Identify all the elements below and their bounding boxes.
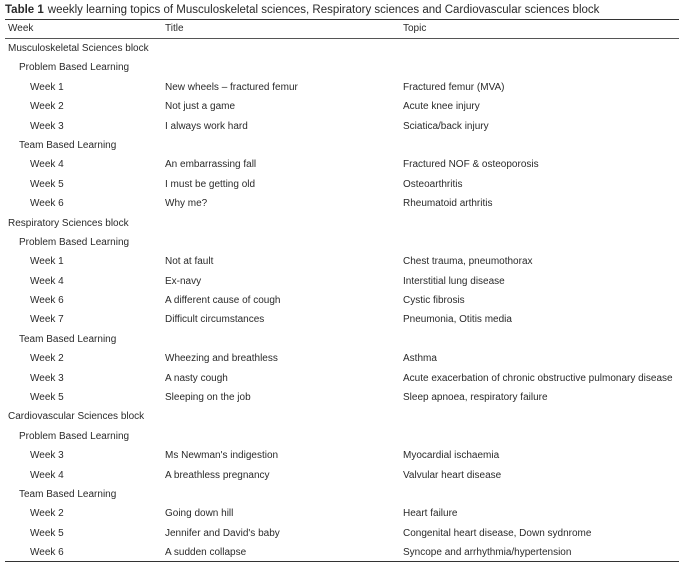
title-cell: Jennifer and David's baby [165,527,280,539]
title-cell: Ms Newman's indigestion [165,450,279,462]
table-row [0,78,683,97]
topic-cell: Heart failure [403,508,458,520]
table-row [0,446,683,465]
table-row [0,369,683,388]
week-cell: Week 2 [30,101,64,113]
group-heading-row [0,233,683,252]
table-caption-label: Table 1 [5,4,44,16]
block-heading: Musculoskeletal Sciences block [8,43,149,54]
topic-cell: Cystic fibrosis [403,295,465,307]
topic-cell: Valvular heart disease [403,469,502,481]
topic-cell: Sciatica/back injury [403,120,489,132]
block-heading-row [0,407,683,426]
table-row [0,155,683,174]
table-bottom-rule [5,561,679,562]
week-cell: Week 2 [30,353,64,365]
title-cell: I must be getting old [165,178,256,190]
week-cell: Week 5 [30,178,64,190]
week-cell: Week 3 [30,450,64,462]
week-cell: Week 7 [30,314,64,326]
group-heading: Problem Based Learning [19,430,130,442]
topic-cell: Sleep apnoea, respiratory failure [403,392,548,404]
block-heading: Cardiovascular Sciences block [8,411,145,423]
group-heading-row [0,330,683,349]
block-heading-row [0,39,683,58]
table-row [0,388,683,407]
header-title: Title [165,23,184,34]
topic-cell: Myocardial ischaemia [403,450,500,462]
title-cell: I always work hard [165,120,248,132]
group-heading: Problem Based Learning [19,236,130,248]
title-cell: A sudden collapse [165,547,247,559]
topic-cell: Chest trauma, pneumothorax [403,256,533,268]
topic-cell: Acute knee injury [403,101,480,113]
group-heading-row [0,427,683,446]
topic-cell: Asthma [403,353,437,365]
topic-cell: Interstitial lung disease [403,275,505,287]
group-heading-row [0,485,683,504]
topic-cell: Rheumatoid arthritis [403,198,493,210]
table-row [0,175,683,194]
table-row [0,117,683,136]
table-row [0,272,683,291]
title-cell: A nasty cough [165,372,228,384]
table-row [0,291,683,310]
group-heading: Problem Based Learning [19,62,130,74]
week-cell: Week 4 [30,469,64,481]
table-row [0,504,683,523]
topic-cell: Congenital heart disease, Down sydnrome [403,527,592,539]
table-top-rule [5,19,679,20]
title-cell: Sleeping on the job [165,392,251,404]
week-cell: Week 6 [30,295,64,307]
title-cell: A different cause of cough [165,295,281,307]
table-row [0,349,683,368]
table-row [0,194,683,213]
title-cell: Difficult circumstances [165,314,265,326]
title-cell: An embarrassing fall [165,159,257,171]
table-row [0,543,683,562]
table-header-row [0,22,683,36]
topic-cell: Acute exacerbation of chronic obstructive pulmonary disease [403,372,673,384]
table-row [0,466,683,485]
title-cell: New wheels – fractured femur [165,81,298,93]
title-cell: Wheezing and breathless [165,353,278,365]
group-heading: Team Based Learning [19,488,117,500]
week-cell: Week 3 [30,120,64,132]
table-body [0,39,683,563]
week-cell: Week 6 [30,547,64,559]
title-cell: Ex-navy [165,275,202,287]
week-cell: Week 4 [30,159,64,171]
table-caption-text: weekly learning topics of Musculoskeletal sciences, Respiratory sciences and Cardiovascular sciences block [47,4,600,16]
group-heading: Team Based Learning [19,139,117,151]
week-cell: Week 4 [30,275,64,287]
title-cell: A breathless pregnancy [165,469,270,481]
title-cell: Why me? [165,198,208,210]
header-week: Week [8,23,34,34]
title-cell: Going down hill [165,508,234,520]
week-cell: Week 1 [30,256,64,268]
table-caption [5,3,599,17]
title-cell: Not just a game [165,101,236,113]
table-row [0,310,683,329]
topic-cell: Osteoarthritis [403,178,463,190]
week-cell: Week 2 [30,508,64,520]
table-row [0,524,683,543]
group-heading-row [0,58,683,77]
group-heading-row [0,136,683,155]
week-cell: Week 1 [30,81,64,93]
table-row [0,97,683,116]
week-cell: Week 3 [30,372,64,384]
topic-cell: Syncope and arrhythmia/hypertension [403,547,572,559]
block-heading: Respiratory Sciences block [8,217,129,229]
topic-cell: Fractured NOF & osteoporosis [403,159,539,171]
group-heading: Team Based Learning [19,333,117,345]
block-heading-row [0,214,683,233]
week-cell: Week 6 [30,198,64,210]
topic-cell: Pneumonia, Otitis media [403,314,512,326]
header-topic: Topic [403,23,427,34]
title-cell: Not at fault [165,256,214,268]
table-row [0,252,683,271]
week-cell: Week 5 [30,392,64,404]
topic-cell: Fractured femur (MVA) [403,81,505,93]
week-cell: Week 5 [30,527,64,539]
